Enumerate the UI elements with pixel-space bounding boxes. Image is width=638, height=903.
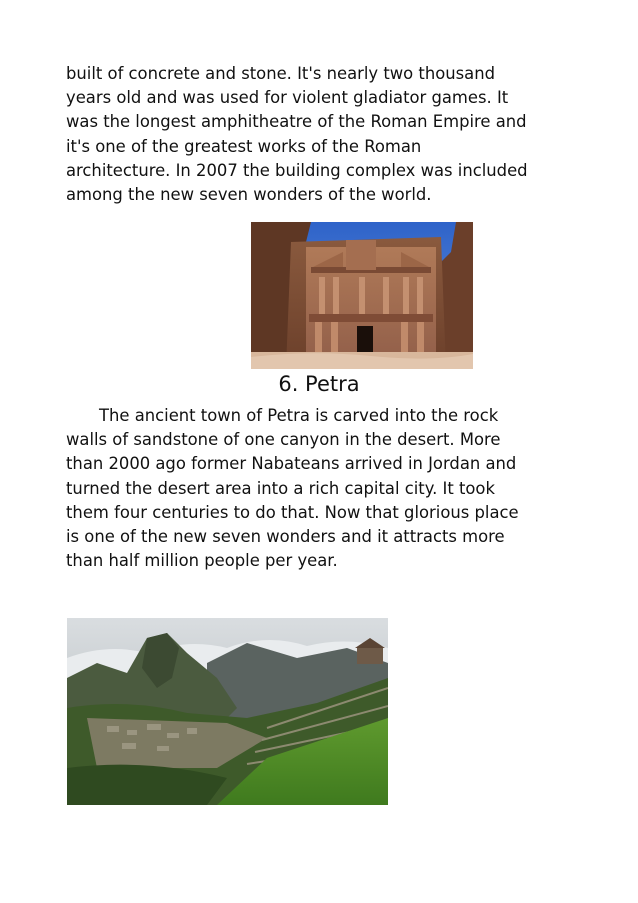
- section-heading-petra: 6. Petra: [278, 372, 360, 396]
- petra-treasury-photo: [251, 222, 473, 369]
- text-line: turned the desert area into a rich capital city. It took: [66, 478, 495, 498]
- text-line: it's one of the greatest works of the Roman: [66, 136, 422, 156]
- intro-paragraph: [66, 62, 586, 207]
- text-line: them four centuries to do that. Now that glorious place: [66, 502, 519, 522]
- petra-paragraph: [66, 404, 586, 573]
- text-line: was the longest amphitheatre of the Roman Empire and: [66, 112, 527, 132]
- text-line: than 2000 ago former Nabateans arrived in Jordan and: [66, 454, 517, 474]
- text-line: architecture. In 2007 the building complex was included: [66, 160, 528, 180]
- text-line: built of concrete and stone. It's nearly two thousand: [66, 64, 496, 83]
- text-line: walls of sandstone of one canyon in the desert. More: [66, 430, 501, 450]
- machu-picchu-photo: [67, 618, 388, 805]
- text-line: years old and was used for violent gladiator games. It: [66, 88, 509, 108]
- text-line: among the new seven wonders of the world.: [66, 185, 432, 205]
- text-line: The ancient town of Petra is carved into the rock: [99, 406, 499, 425]
- text-line: than half million people per year.: [66, 551, 338, 571]
- text-line: is one of the new seven wonders and it attracts more: [66, 527, 505, 547]
